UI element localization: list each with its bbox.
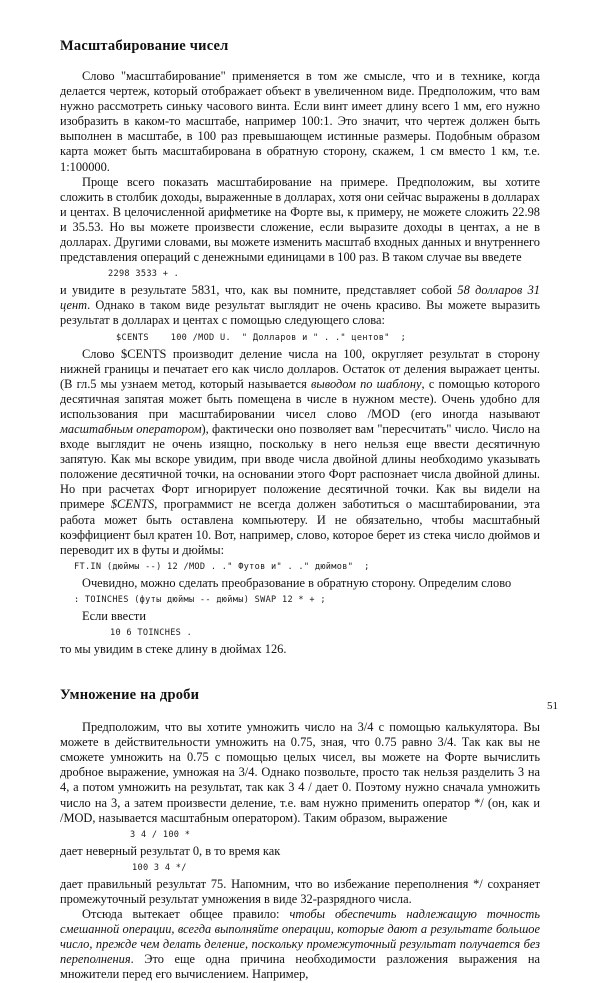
page-content	[60, 38, 540, 983]
code-line: 10 6 TOINCHES .	[110, 628, 193, 638]
body-paragraph	[60, 844, 540, 859]
code-line: FT.IN (дюймы --) 12 /MOD . ." Футов и" . ." дюймов" ;	[74, 561, 370, 572]
text-run: Слово "масштабирование" применяется в том же смысле, что и в технике, когда делается чертеж, который отображает объект в увеличенном виде. Предположим, что вам нужно рассмотреть синьку часового винта. Если винт имеет длину всего 1 мм, его нужно изобразить в каком-то масштабе, например 100:1. Это значит, что чертеж должен быть выполнен в масштабе, в 100 раз превышающем истинные размеры. Подобным образом карта может быть масштабирована в обратную сторону, скажем, 1 см вместо 1 км, т.е. 1:100000.	[60, 69, 540, 174]
code-line: 100 3 4 */	[132, 862, 187, 873]
text-run: и увидите в результате 5831, что, как вы помните, представляет собой	[60, 283, 458, 298]
text-run: дает правильный результат 75. Напомним, что во избежание переполнения */ сохраняет промежуточный результат умножения в виде 32-разрядного числа.	[60, 876, 540, 906]
text-run: Проще всего показать масштабирование на примере. Предположим, вы хотите сложить в столбик доходы, выраженные в долларах, хотя они сейчас выражены в долларах и центах. В целочисленной арифметике на Форте вы, к примеру, не можете сложить 22.98 и 35.53. Но вы можете произвести сложение, если выразите доходы в центах, а не в долларах. Другими словами, вы можете изменить масштаб входных данных и внутреннего представления операций с денежными единицами в 100 раз. В таком случае вы введете	[60, 174, 540, 265]
body-paragraph	[60, 720, 540, 826]
code-line: 2298 3533 + .	[108, 269, 180, 280]
body-paragraph	[60, 69, 540, 175]
emphasis-text: выводом по шаблону	[310, 376, 422, 391]
code-line: 3 4 / 100 *	[130, 829, 191, 840]
emphasis-text: масштабным оператором	[60, 421, 202, 436]
section-heading-scaling: Масштабирование чисел	[60, 38, 229, 54]
section-heading-fractions: Умножение на дроби	[60, 687, 200, 704]
body-paragraph	[60, 642, 540, 657]
text-run: ), фактически оно позволяет вам "пересчитать" число. Число на входе выглядит не очень изящно, поскольку в него нельзя еще ввести десятичную запятую. Как мы вскоре увидим, при вводе числа двойной длины необходимо указывать положение десятичной точки, на основании этого Форт распознает числа двойной длины. Но при расчетах Форт игнорирует положение десятичной точки. Как вы видели на примере	[60, 421, 540, 512]
code-line: $CENTS 100 /MOD U. " Долларов и " . ." центов" ;	[116, 332, 407, 343]
text-run: , программист не всегда должен заботиться о масштабировании, эта работа может быть оставлена компьютеру. И не обязательно, чтобы масштабный коэффициент был кратен 10. Вот, например, слово, которое берет из стека число дюймов и переводит их в футы и дюймы:	[60, 497, 540, 557]
body-paragraph	[60, 609, 540, 624]
body-paragraph	[60, 877, 540, 907]
text-run: дает неверный результат 0, в то время как	[60, 843, 281, 858]
text-run: то мы увидим в стеке длину в дюймах 126.	[60, 642, 287, 656]
text-run: Если ввести	[82, 608, 146, 623]
text-run: Отсюда вытекает общее правило:	[82, 907, 290, 922]
emphasis-text: $CENTS	[110, 497, 155, 512]
text-run: Предположим, что вы хотите умножить число на 3/4 с помощью калькулятора. Вы можете в действительности умножить на 0.75, зная, что 0.75 равно 3/4. Так как вы не сможете умножить на 0.75 с помощью целых чисел, вы можете на Форте вычислить дробное выражение, умножая на 3/4. Однако позвольте, просто так нельзя разделить 3 на 4, а потом умножить на результат, так как 3 4 / дает 0. Поэтому нужно сначала умножить число на 3, а затем произвести деление, т.е. вам нужно применить оператор */ (он, как и /MOD, называется масштабным оператором). Таким образом, выражение	[60, 720, 540, 825]
text-run: Очевидно, можно сделать преобразование в обратную сторону. Определим слово	[82, 575, 512, 590]
emphasis-text: чтобы обеспечить надлежащую точность смешанной операции, всегда выполняйте операции, которые дают а результате большое число, прежде чем делать деление, поскольку промежуточный результат получается без переполнения	[60, 907, 540, 967]
body-paragraph	[60, 907, 540, 982]
page-number: 51	[547, 700, 558, 712]
text-run: , с помощью которого десятичная запятая может быть помещена в числе в нужном месте). Очень удобно для использования при масштабировании чисел слово /MOD (его иногда называют	[60, 376, 540, 421]
body-paragraph	[60, 175, 540, 266]
text-run: . Это еще одна причина необходимости разложения выражения на множители перед его вычислением. Например,	[60, 952, 540, 982]
body-paragraph	[60, 576, 540, 591]
text-run: Слово $CENTS производит деление числа на 100, округляет результат в сторону нижней границы и печатает его как число долларов. Остаток от деления выражает центы. (В гл.5 мы узнаем метод, который называется	[60, 346, 540, 391]
code-line: : TOINCHES (футы дюймы -- дюймы) SWAP 12 * + ;	[74, 594, 326, 605]
body-paragraph	[60, 283, 540, 328]
text-run: . Однако в таком виде результат выглядит не очень красиво. Вы можете выразить результат в долларах и центах с помощью следующего слова:	[60, 298, 540, 328]
body-paragraph	[60, 347, 540, 558]
emphasis-text: 58 долларов 31 цент	[60, 283, 540, 313]
